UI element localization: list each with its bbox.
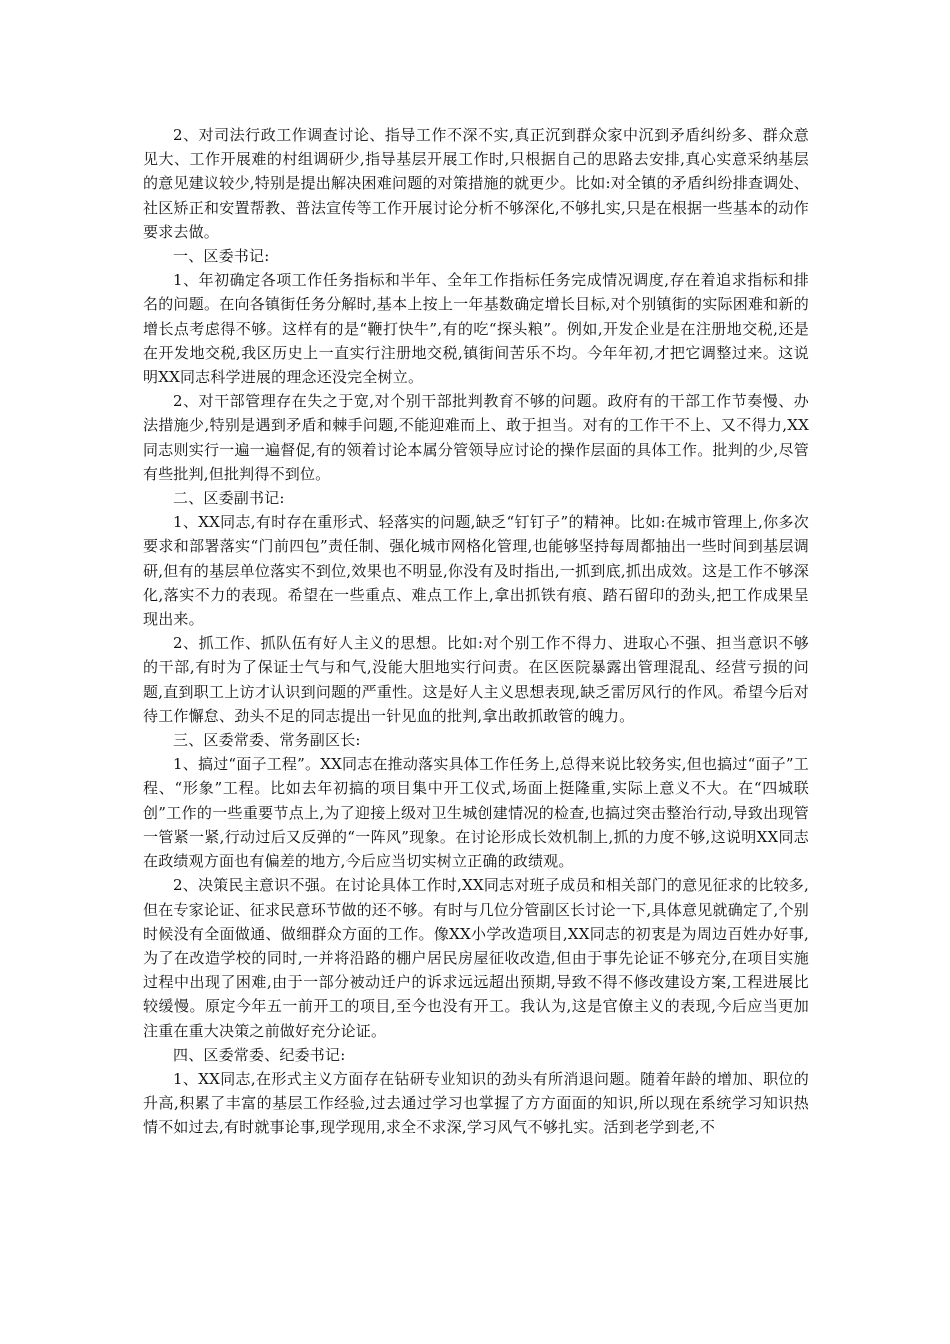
paragraph: 2、决策民主意识不强。在讨论具体工作时,XX同志对班子成员和相关部门的意见征求的比较多,但在专家论证、征求民意环节做的还不够。有时与几位分管副区长讨论一下,具体意见就确定了,个别时候没有全面做通、做细群众方面的工作。像XX小学改造项目,XX同志的初衷是为周边百姓办好事,为了在改造学校的同时,一并将沿路的棚户居民房屋征收改造,但由于事先论证不够充分,在项目实施过程中出现了困难,由于一部分被动迁户的诉求远远超出预期,导致不得不修改建设方案,工程进展比较缓慢。原定今年五一前开工的项目,至今也没有开工。我认为,这是官僚主义的表现,今后应当更加注重在重大决策之前做好充分论证。 bbox=[143, 876, 809, 1040]
paragraph: 2、对司法行政工作调查讨论、指导工作不深不实,真正沉到群众家中沉到矛盾纠纷多、群众意见大、工作开展难的村组调研少,指导基层开展工作时,只根据自己的思路去安排,真心实意采纳基层的意见建议较少,特别是提出解决困难问题的对策措施的就更少。比如:对全镇的矛盾纠纷排查调处、社区矫正和安置帮教、普法宣传等工作开展讨论分析不够深化,不够扎实,只是在根据一些基本的动作要求去做。 bbox=[143, 126, 809, 241]
section-heading: 二、区委副书记: bbox=[173, 489, 285, 508]
paragraph: 1、XX同志,在形式主义方面存在钻研专业知识的劲头有所消退问题。随着年龄的增加、职位的升高,积累了丰富的基层工作经验,过去通过学习也掌握了方方面面的知识,所以现在系统学习知识热情不如过去,有时就事论事,现学现用,求全不求深,学习风气不够扎实。活到老学到老,不 bbox=[143, 1069, 809, 1137]
paragraph: 1、搞过“面子工程”。XX同志在推动落实具体工作任务上,总得来说比较务实,但也搞过“面子”工程、“形象”工程。比如去年初搞的项目集中开工仪式,场面上挺隆重,实际上意义不大。在“四城联创”工作的一些重要节点上,为了迎接上级对卫生城创建情况的检查,也搞过突击整治行动,导致出现管一管紧一紧,行动过后又反弹的“一阵风”现象。在讨论形成长效机制上,抓的力度不够,这说明XX同志在政绩观方面也有偏差的地方,今后应当切实树立正确的政绩观。 bbox=[143, 755, 809, 871]
paragraph: 1、年初确定各项工作任务指标和半年、全年工作指标任务完成情况调度,存在着追求指标和排名的问题。在向各镇街任务分解时,基本上按上一年基数确定增长目标,对个别镇街的实际困难和新的增长点考虑得不够。这样有的是“鞭打快牛”,有的吃“探头粮”。例如,开发企业是在注册地交税,还是在开发地交税,我区历史上一直实行注册地交税,镇街间苦乐不均。今年年初,才把它调整过来。这说明XX同志科学进展的理念还没完全树立。 bbox=[143, 271, 809, 387]
document-body bbox=[143, 123, 809, 1140]
section-heading: 一、区委书记: bbox=[173, 247, 270, 266]
section-heading: 三、区委常委、常务副区长: bbox=[173, 731, 361, 750]
paragraph: 1、XX同志,有时存在重形式、轻落实的问题,缺乏“钉钉子”的精神。比如:在城市管理上,你多次要求和部署落实“门前四包”责任制、强化城市网格化管理,也能够坚持每周都抽出一些时间到基层调研,但有的基层单位落实不到位,效果也不明显,你没有及时指出,一抓到底,抓出成效。这是工作不够深化,落实不力的表现。希望在一些重点、难点工作上,拿出抓铁有痕、踏石留印的劲头,把工作成果呈现出来。 bbox=[143, 513, 809, 629]
paragraph: 2、抓工作、抓队伍有好人主义的思想。比如:对个别工作不得力、进取心不强、担当意识不够的干部,有时为了保证士气与和气,没能大胆地实行问责。在区医院暴露出管理混乱、经营亏损的问题,直到职工上访才认识到问题的严重性。这是好人主义思想表现,缺乏雷厉风行的作风。希望今后对待工作懈怠、劲头不足的同志提出一针见血的批判,拿出敢抓敢管的魄力。 bbox=[143, 634, 809, 725]
section-heading: 四、区委常委、纪委书记: bbox=[173, 1045, 346, 1064]
paragraph: 2、对干部管理存在失之于宽,对个别干部批判教育不够的问题。政府有的干部工作节奏慢、办法措施少,特别是遇到矛盾和棘手问题,不能迎难而上、敢于担当。对有的工作干不上、又不得力,XX同志则实行一遍一遍督促,有的领着讨论本属分管领导应讨论的操作层面的具体工作。批判的少,尽管有些批判,但批判得不到位。 bbox=[143, 392, 809, 483]
